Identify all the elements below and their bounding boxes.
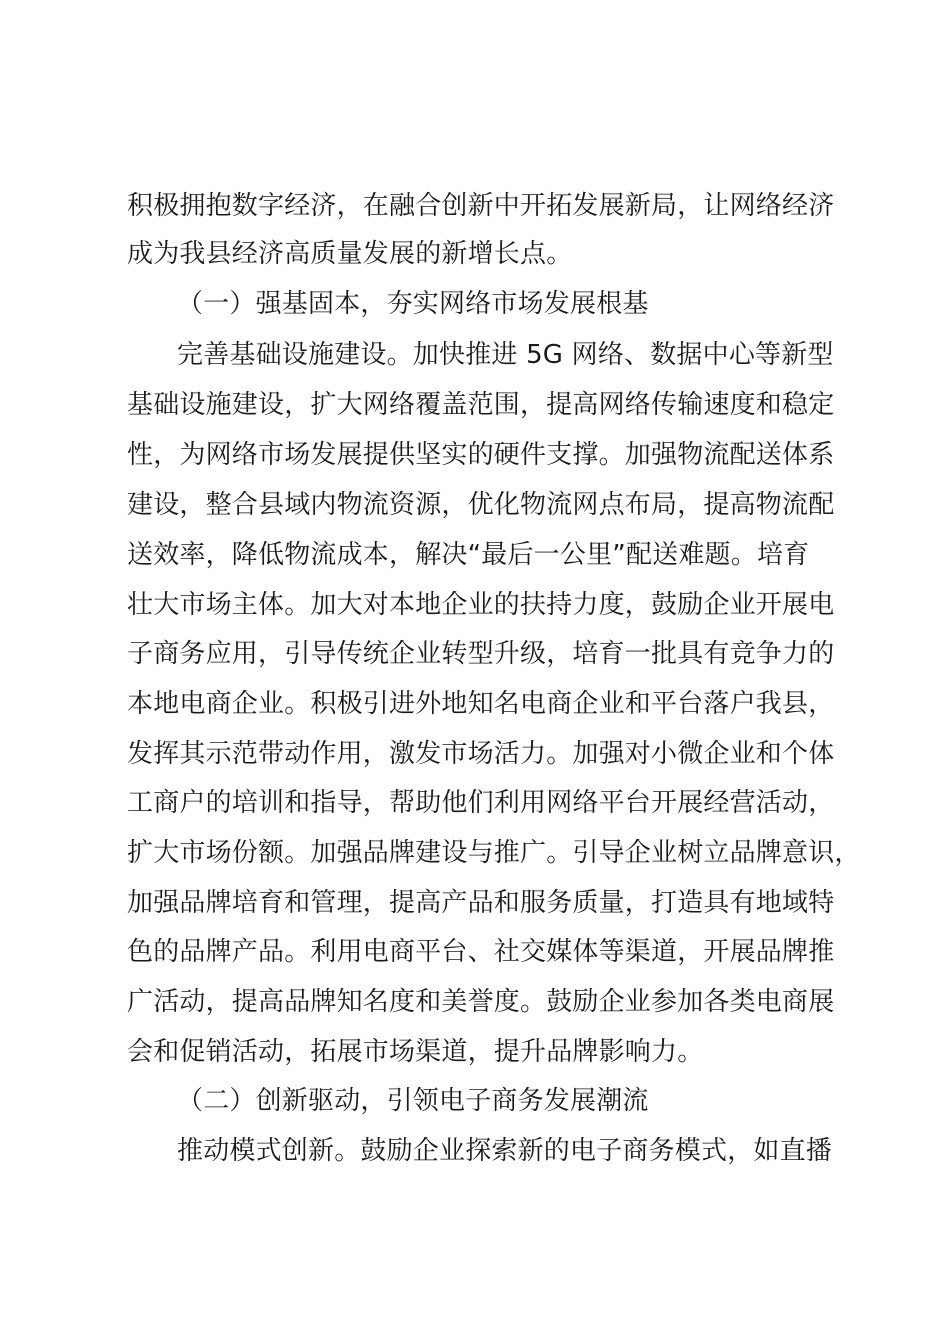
section-heading: （二）创新驱动，引领电子商务发展潮流 [177,1086,649,1116]
section-heading: （一）强基固本，夯实网络市场发展根基 [177,289,649,319]
body-text-line: 工商户的培训和指导，帮助他们利用网络平台开展经营活动， [127,788,835,818]
body-text-line: 性，为网络市场发展提供坚实的硬件支撑。加强物流配送体系 [127,440,835,470]
body-text-line: 成为我县经济高质量发展的新增长点。 [127,239,573,269]
body-text-line: 色的品牌产品。利用电商平台、社交媒体等渠道，开展品牌推 [127,937,835,967]
body-text-line: 扩大市场份额。加强品牌建设与推广。引导企业树立品牌意识， [127,838,861,868]
body-text-line: 壮大市场主体。加大对本地企业的扶持力度，鼓励企业开展电 [127,590,835,620]
body-text-line: 发挥其示范带动作用，激发市场活力。加强对小微企业和个体 [127,739,835,769]
body-text-line: 加强品牌培育和管理，提高产品和服务质量，打造具有地域特 [127,888,835,918]
body-text-line: 子商务应用，引导传统企业转型升级，培育一批具有竞争力的 [127,639,835,669]
body-text-line: 送效率，降低物流成本，解决“最后一公里”配送难题。培育 [127,540,810,570]
body-text-line: 积极拥抱数字经济，在融合创新中开拓发展新局，让网络经济 [127,191,835,221]
body-text-line: 本地电商企业。积极引进外地知名电商企业和平台落户我县， [127,689,835,719]
body-text-line: 会和促销活动，拓展市场渠道，提升品牌影响力。 [127,1037,704,1067]
paragraph-first-line: 完善基础设施建设。加快推进 5G 网络、数据中心等新型 [177,340,834,370]
body-text-line: 建设，整合县域内物流资源，优化物流网点布局，提高物流配 [127,490,835,520]
body-text-line: 基础设施建设，扩大网络覆盖范围，提高网络传输速度和稳定 [127,390,835,420]
body-text-line: 广活动，提高品牌知名度和美誉度。鼓励企业参加各类电商展 [127,987,835,1017]
paragraph-first-line: 推动模式创新。鼓励企业探索新的电子商务模式，如直播 [177,1136,833,1166]
